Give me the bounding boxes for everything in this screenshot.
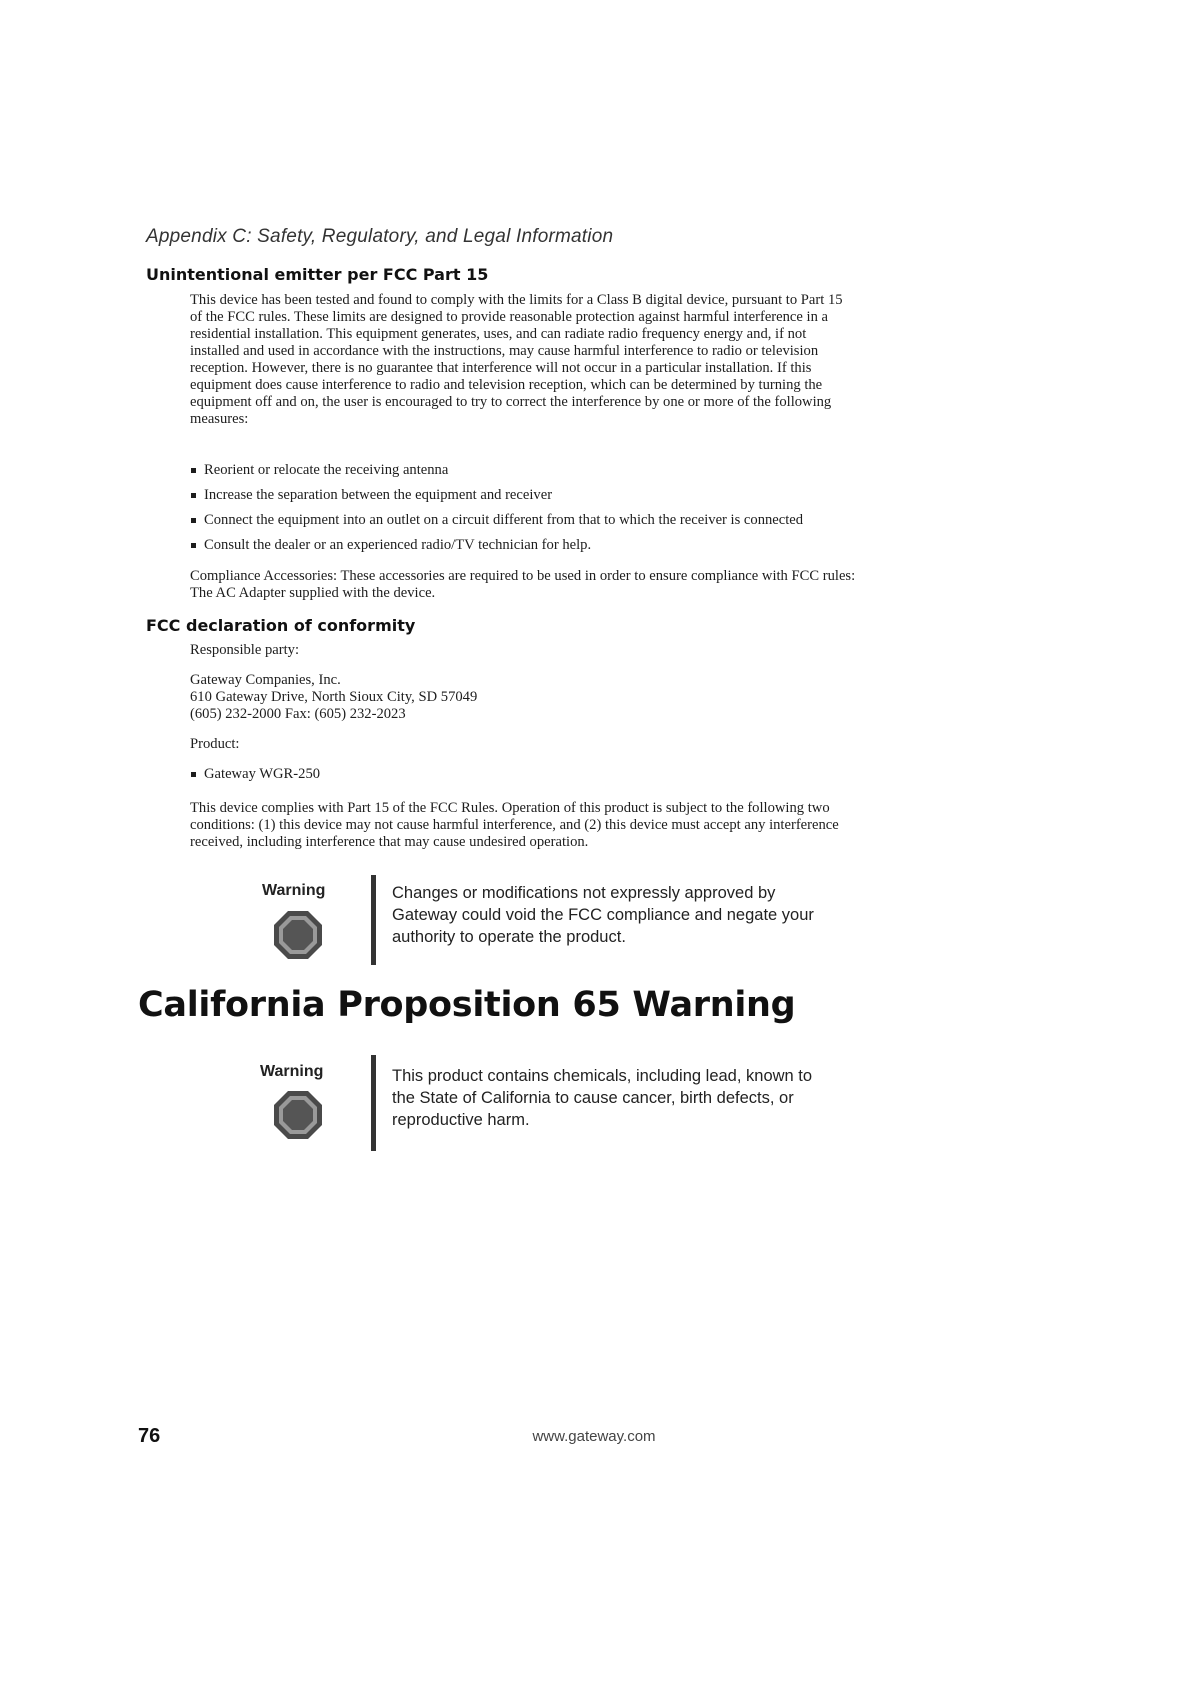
warning-label: Warning xyxy=(262,882,326,899)
footer-url: www.gateway.com xyxy=(532,1428,656,1445)
conditions-paragraph xyxy=(190,800,1020,851)
paragraph-line: reception. However, there is no guarantee that interference will not occur in a particular installation. If this xyxy=(190,360,812,376)
paragraph-line: equipment does cause interference to radio and television reception, which can be determined by turning the xyxy=(190,377,823,393)
running-header: Appendix C: Safety, Regulatory, and Legal Information xyxy=(146,226,614,247)
warning-divider xyxy=(371,1055,376,1151)
warning-line: Changes or modifications not expressly approved by xyxy=(392,884,776,902)
address-block xyxy=(190,672,1020,723)
paragraph-line: The AC Adapter supplied with the device. xyxy=(190,585,436,601)
paragraph-line: installed and used in accordance with the instructions, may cause harmful interference to radio or television xyxy=(190,343,819,359)
product-list xyxy=(190,766,1020,791)
paragraph-line: received, including interference that may cause undesired operation. xyxy=(190,834,589,850)
prop65-warning-text xyxy=(392,1065,862,1131)
address-line: 610 Gateway Drive, North Sioux City, SD 57049 xyxy=(190,689,478,705)
paragraph-line: This device has been tested and found to comply with the limits for a Class B digital device, pursuant to Part 15 xyxy=(190,292,843,308)
address-line: Gateway Companies, Inc. xyxy=(190,672,341,688)
section-heading-fcc-declaration: FCC declaration of conformity xyxy=(146,616,416,635)
warning-line: the State of California to cause cancer, birth defects, or xyxy=(392,1089,794,1107)
product-label: Product: xyxy=(190,736,240,752)
paragraph-line: of the FCC rules. These limits are designed to provide reasonable protection against harmful interference in a xyxy=(190,309,829,325)
paragraph-line: Compliance Accessories: These accessories are required to be used in order to ensure compliance with FCC rules: xyxy=(190,568,856,584)
paragraph-line: measures: xyxy=(190,411,249,427)
paragraph-line: equipment off and on, the user is encouraged to try to correct the interference by one or more of the following xyxy=(190,394,832,410)
list-item: Consult the dealer or an experienced radio/TV technician for help. xyxy=(190,537,1020,554)
list-item: Gateway WGR-250 xyxy=(190,766,1020,783)
section-heading-fcc-part15: Unintentional emitter per FCC Part 15 xyxy=(146,265,489,284)
list-item: Increase the separation between the equipment and receiver xyxy=(190,487,1020,504)
list-item: Reorient or relocate the receiving antenna xyxy=(190,462,1020,479)
paragraph-line: This device complies with Part 15 of the FCC Rules. Operation of this product is subject to the following two xyxy=(190,800,830,816)
fcc-part15-paragraph xyxy=(190,292,1020,428)
section-heading-prop65: California Proposition 65 Warning xyxy=(138,985,796,1025)
compliance-accessories xyxy=(190,568,1020,602)
warning-label: Warning xyxy=(260,1063,324,1080)
warning-divider xyxy=(371,875,376,965)
warning-line: Gateway could void the FCC compliance and negate your xyxy=(392,906,814,924)
measures-list xyxy=(190,462,1020,562)
responsible-party-label: Responsible party: xyxy=(190,642,300,658)
paragraph-line: conditions: (1) this device may not cause harmful interference, and (2) this device must accept any interference xyxy=(190,817,839,833)
page-number: 76 xyxy=(138,1425,161,1447)
warning-line: authority to operate the product. xyxy=(392,928,626,946)
stop-sign-warning-icon xyxy=(273,910,323,965)
warning-line: This product contains chemicals, including lead, known to xyxy=(392,1067,813,1085)
paragraph-line: residential installation. This equipment generates, uses, and can radiate radio frequency energy and, if not xyxy=(190,326,807,342)
warning-line: reproductive harm. xyxy=(392,1111,530,1129)
fcc-warning-text xyxy=(392,882,862,948)
list-item: Connect the equipment into an outlet on a circuit different from that to which the receiver is connected xyxy=(190,512,1020,529)
stop-sign-warning-icon xyxy=(273,1090,323,1145)
address-line: (605) 232-2000 Fax: (605) 232-2023 xyxy=(190,706,406,722)
